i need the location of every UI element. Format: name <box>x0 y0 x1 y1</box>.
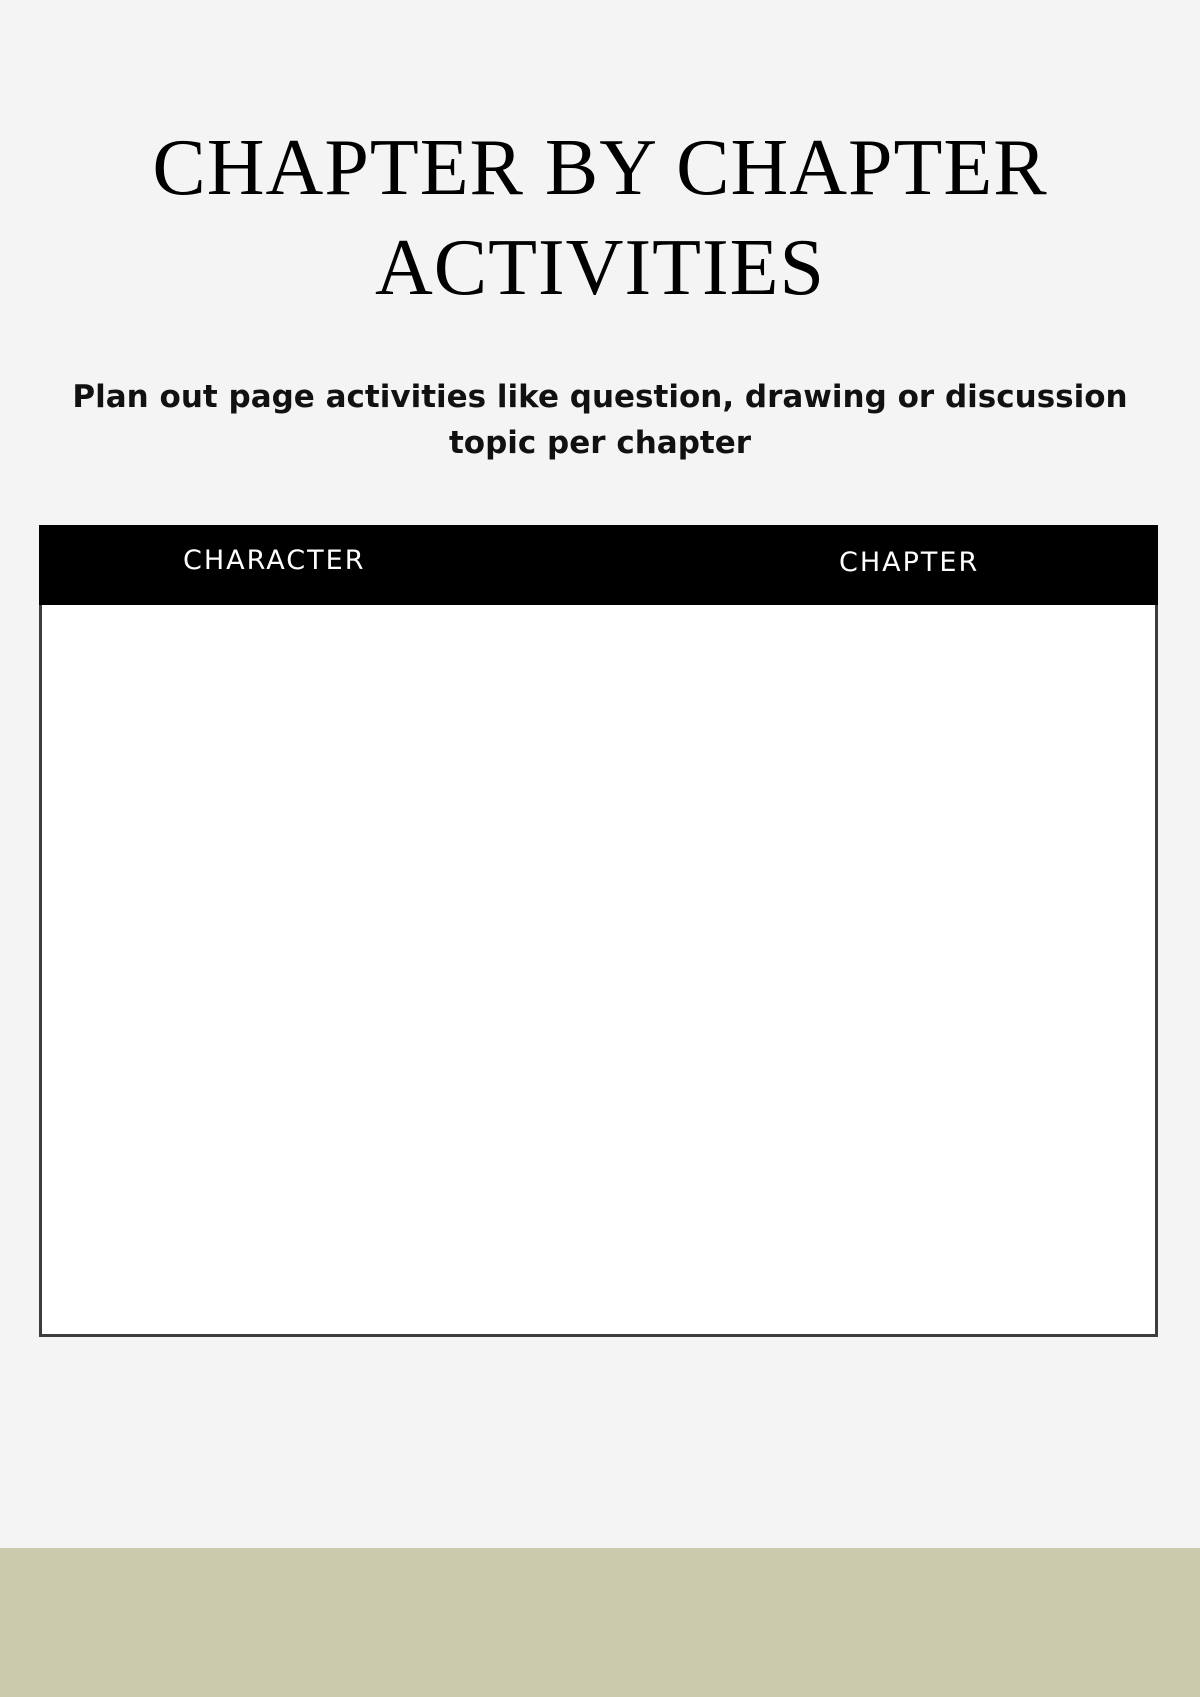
page-subtitle: Plan out page activities like question, drawing or discussion topic per chapter <box>72 379 1128 461</box>
column-header-character: CHARACTER <box>183 545 366 576</box>
footer-band <box>0 1548 1200 1697</box>
column-header-chapter: CHAPTER <box>839 547 980 578</box>
activity-table <box>39 525 1158 1337</box>
page-title <box>0 118 1200 318</box>
page-title-line-2: ACTIVITIES <box>375 224 825 312</box>
table-body-writing-area[interactable] <box>42 605 1155 1334</box>
page-title-line-1: CHAPTER BY CHAPTER <box>152 124 1048 212</box>
table-header <box>39 525 1158 605</box>
